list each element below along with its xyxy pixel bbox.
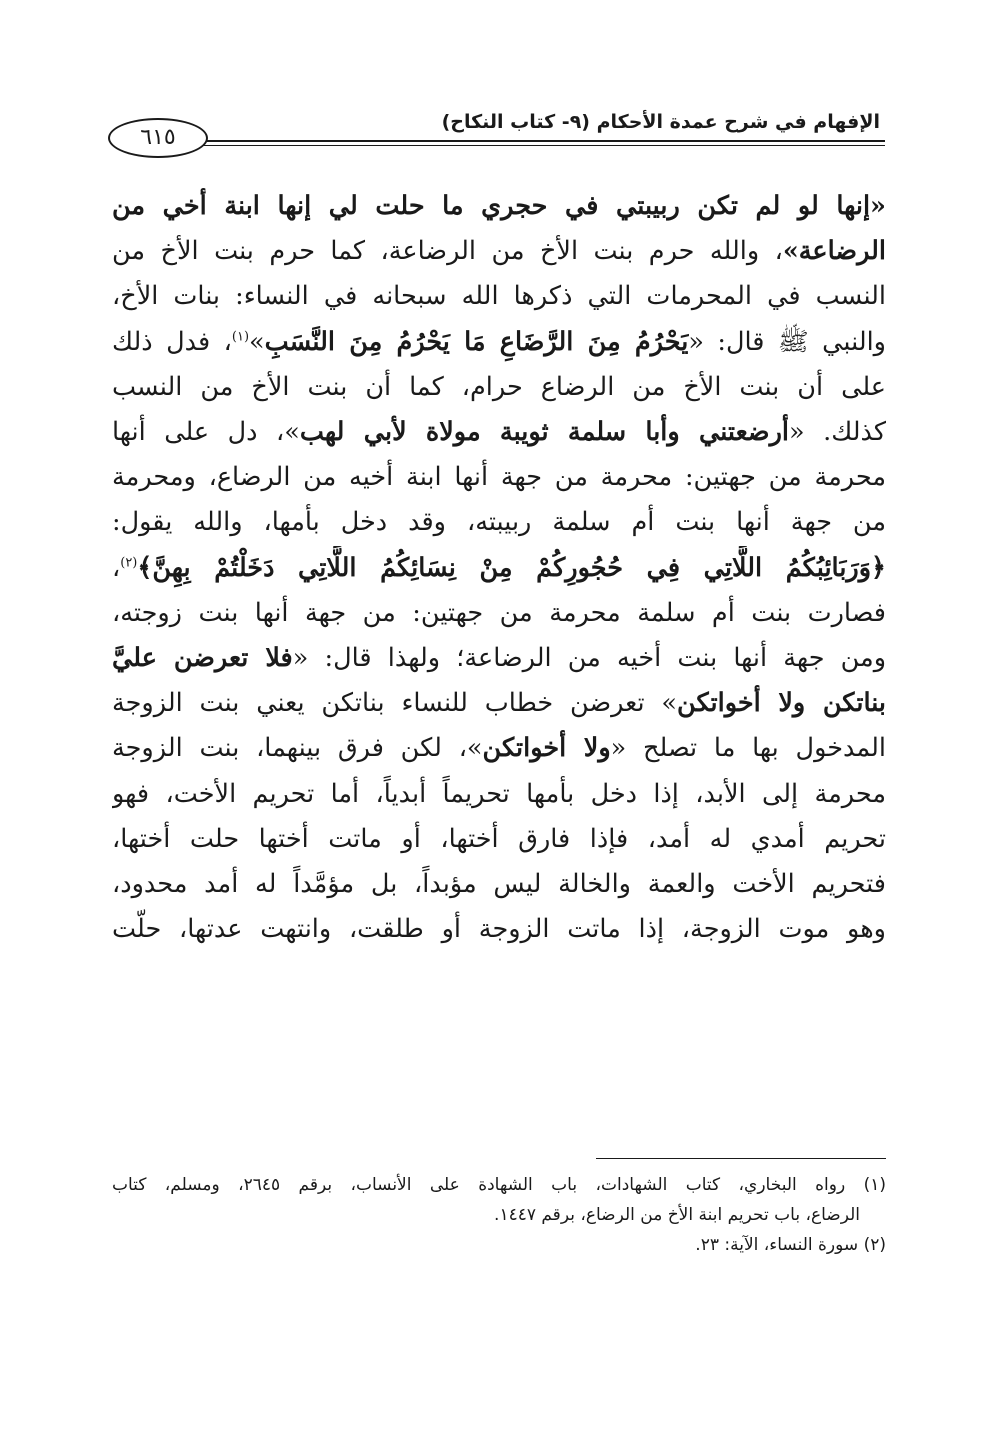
body-line: على أن بنت الأخ من الرضاع حرام، كما أن بنت الأخ من النسب: [112, 371, 886, 402]
page-number: ٦١٥: [140, 125, 176, 150]
footnote-2: (٢) سورة النساء، الآية: ٢٣.: [695, 1235, 886, 1255]
body-line: [112, 410, 886, 455]
footnote-marker: (١): [231, 329, 250, 345]
body-line: «إنها لو لم تكن ربيبتي في حجري ما حلت لي إنها ابنة أخي من: [112, 191, 886, 221]
bold-quote: الرضاعة»: [782, 236, 886, 267]
text-run: »: [249, 326, 265, 357]
footnote-1-continued: الرضاع، باب تحريم ابنة الأخ من الرضاع، برقم ١٤٤٧.: [494, 1205, 860, 1225]
text-run: ومن جهة أنها بنت أخيه من الرضاعة؛ ولهذا قال: «: [292, 643, 886, 674]
page-number-badge: [108, 118, 208, 158]
text-run: ، فدل ذلك: [112, 326, 232, 357]
text-run: ، والله حرم بنت الأخ من الرضاعة، كما حرم بنت الأخ من: [112, 236, 783, 267]
hadith-quote: ولا أخواتكن: [482, 733, 611, 764]
text-run: »، دل على أنها: [112, 417, 300, 448]
text-run: والنبي ﷺ قال: «: [688, 326, 886, 357]
running-header-title: الإفهام في شرح عمدة الأحكام (٩- كتاب النكاح): [441, 111, 880, 133]
text-run: »، لكن فرق بينهما، بنت الزوجة: [112, 733, 483, 764]
body-line: [112, 726, 886, 771]
text-run: كذلك. «: [788, 417, 886, 448]
body-line: [112, 320, 886, 365]
text-run: المدخول بها ما تصلح «: [610, 733, 886, 764]
footnotes: [112, 1170, 886, 1260]
hadith-quote: بناتكن ولا أخواتكن: [677, 688, 886, 719]
header-rule: [200, 140, 885, 142]
body-line: وهو موت الزوجة، إذا ماتت الزوجة أو طلقت، وانتهت عدتها، حلّت: [112, 914, 886, 945]
footnote-marker: (٢): [120, 555, 138, 571]
body-text: [112, 184, 886, 952]
footnote-rule: [596, 1158, 886, 1159]
body-line: فصارت بنت أم سلمة محرمة من جهتين: من جهة أنها بنت زوجته،: [112, 597, 886, 628]
body-line: [112, 546, 886, 591]
body-line: [112, 636, 886, 681]
body-line: تحريم أمدي له أمد، فإذا فارق أختها، أو ماتت أختها حلت أختها،: [112, 823, 886, 854]
text-run: » تعرضن خطاب للنساء بناتكن يعني بنت الزوجة: [112, 688, 678, 719]
body-line: فتحريم الأخت والعمة والخالة ليس مؤبداً، بل مؤمَّداً له أمد محدود،: [112, 869, 886, 900]
body-line: [112, 229, 886, 274]
hadith-quote: يَحْرُمُ مِنَ الرَّضَاعِ مَا يَحْرُمُ مِنَ النَّسَبِ: [264, 326, 689, 357]
body-line: النسب في المحرمات التي ذكرها الله سبحانه في النساء: بنات الأخ،: [112, 281, 886, 312]
hadith-quote: أرضعتني وأبا سلمة ثويبة مولاة لأبي لهب: [299, 417, 789, 448]
text-run: ،: [112, 552, 121, 583]
body-line: من جهة أنها بنت أم سلمة ربيبته، وقد دخل بأمها، والله يقول:: [112, 507, 886, 538]
hadith-quote: فلا تعرضن عليَّ: [112, 643, 293, 674]
body-line: [112, 681, 886, 726]
body-line: محرمة من جهتين: محرمة من جهة أنها ابنة أخيه من الرضاع، ومحرمة: [112, 462, 886, 493]
footnote-1: (١) رواه البخاري، كتاب الشهادات، باب الشهادة على الأنساب، برقم ٢٦٤٥، ومسلم، كتاب: [112, 1175, 886, 1195]
header-rule-thin: [200, 145, 885, 146]
body-line: محرمة إلى الأبد، إذا دخل بأمها تحريماً أبدياً، أما تحريم الأخت، فهو: [112, 778, 886, 809]
quran-verse: ﴿وَرَبَائِبُكُمُ اللَّاتِي فِي حُجُورِكُمْ مِنْ نِسَائِكُمُ اللَّاتِي دَخَلْتُمْ بِهِنَّ﴾: [137, 552, 886, 583]
